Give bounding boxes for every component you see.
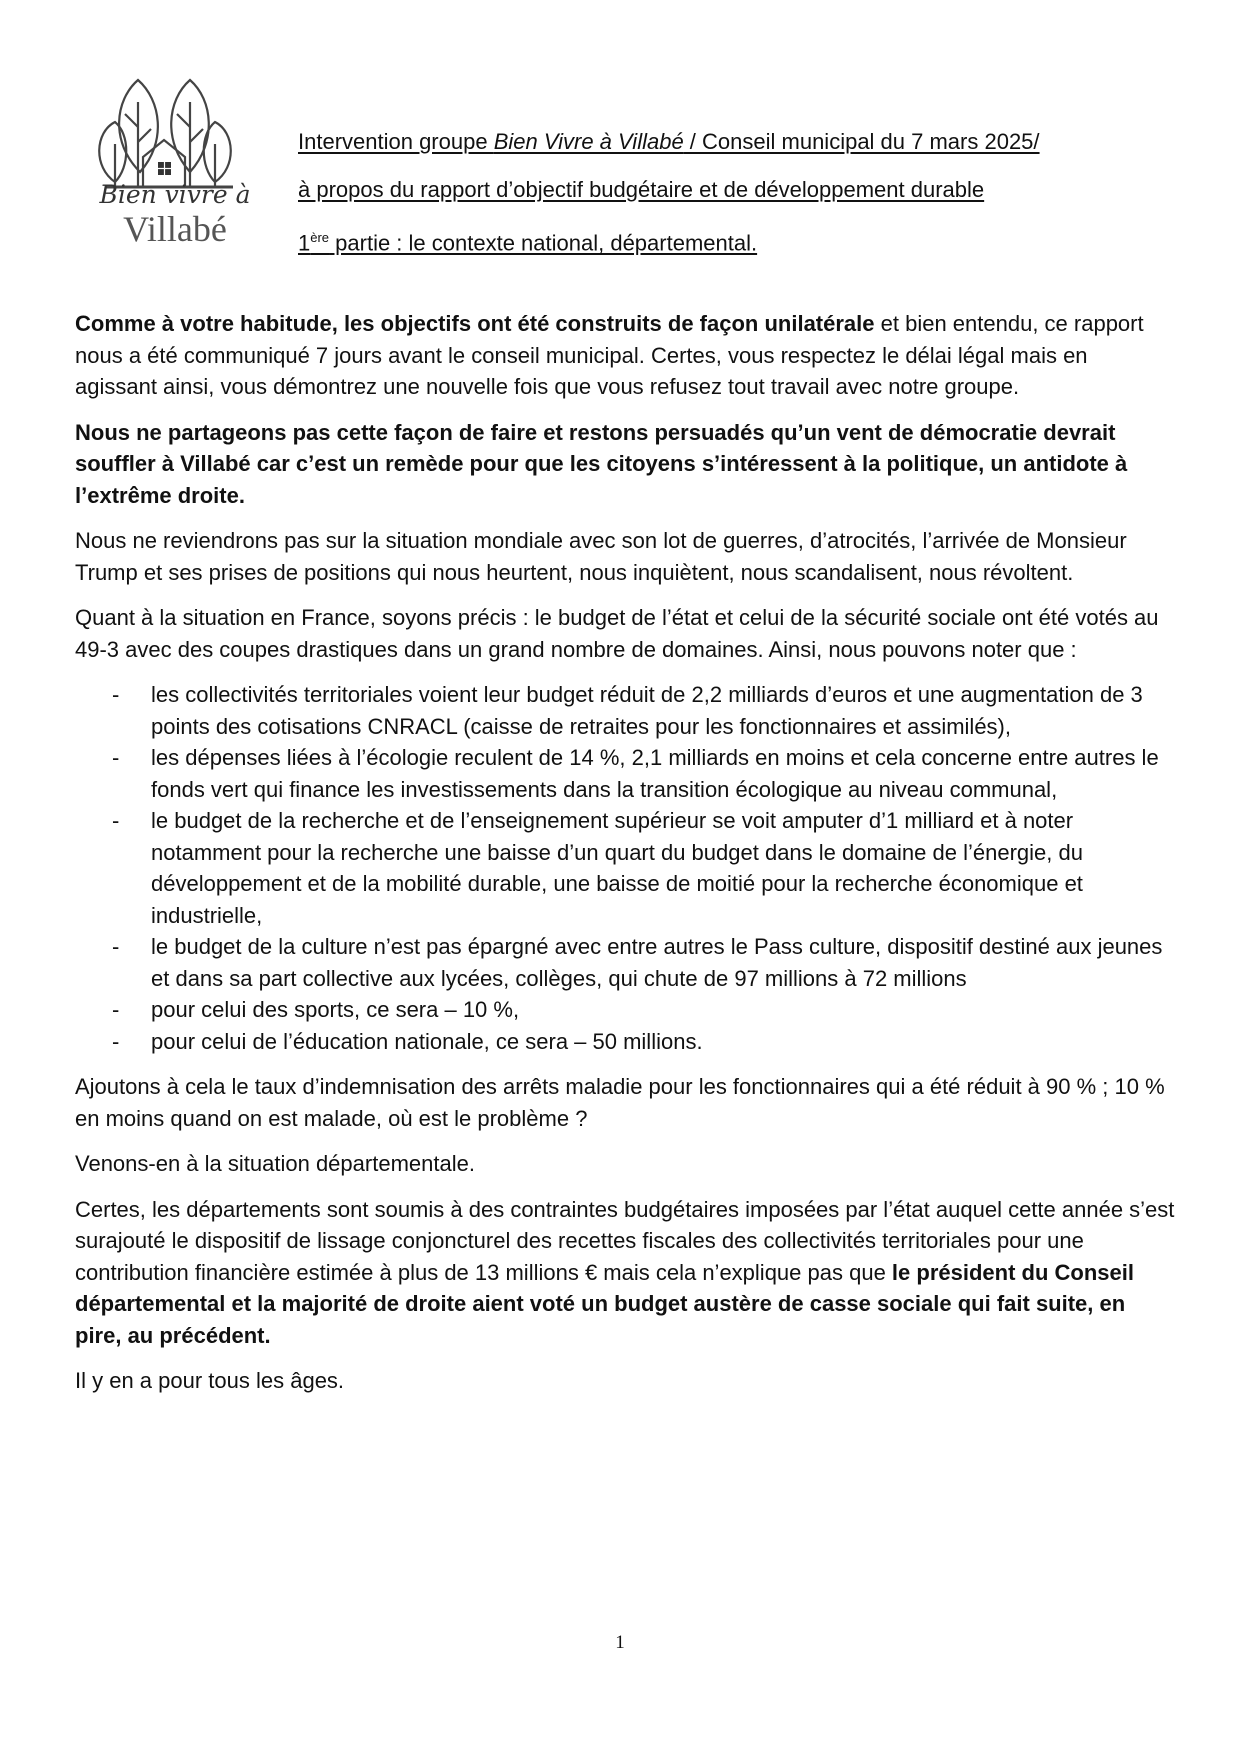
header-line-2: à propos du rapport d’objectif budgétaire et de développement durable: [298, 177, 985, 202]
paragraph-8: Il y en a pour tous les âges.: [75, 1368, 345, 1393]
ordinal-suffix: ère: [310, 230, 330, 245]
paragraph-1-text: et bien entendu, ce rapport nous a été communiqué 7 jours avant le conseil municipal. Certes, vous respectez le délai légal mais en agissant ainsi, vous démontrez une nouvelle fois que vous refusez tout travail avec notre groupe.: [75, 311, 1144, 399]
paragraph-2-bold: Nous ne partageons pas cette façon de faire et restons persuadés qu’un vent de démocratie devrait souffler à Villabé car c’est un remède pour que les citoyens s’intéressent à la politique, un antidote à l’extrême droite.: [75, 419, 1128, 508]
list-item-text: le budget de la culture n’est pas épargné avec entre autres le Pass culture, dispositif destiné aux jeunes et dans sa part collective aux lycées, collèges, qui chute de 97 millions à 72 millions: [151, 934, 1163, 991]
cuts-list: [75, 679, 1175, 1057]
list-item: [75, 931, 1175, 994]
list-item-text: pour celui de l’éducation nationale, ce sera – 50 millions.: [151, 1028, 703, 1054]
dash-bullet: -: [112, 745, 120, 770]
header-subtitle: partie : le contexte national, départemental.: [329, 230, 758, 256]
paragraph-6: Venons-en à la situation départementale.: [75, 1151, 475, 1176]
logo-name-text: Villabé: [123, 209, 227, 249]
logo-script-text: Bien vivre à: [99, 180, 251, 209]
header-line-3: [298, 214, 1178, 267]
list-item: [75, 805, 1175, 931]
paragraph-7: [75, 1194, 1175, 1352]
dash-bullet: -: [112, 997, 120, 1022]
list-item: [75, 994, 1175, 1026]
paragraph-5: Ajoutons à cela le taux d’indemnisation des arrêts maladie pour les fonctionnaires qui a été réduit à 90 % ; 10 % en moins quand on est malade, où est le problème ?: [75, 1074, 1165, 1131]
list-item: [75, 679, 1175, 742]
list-item-text: les dépenses liées à l’écologie reculent de 14 %, 2,1 milliards en moins et cela concerne entre autres le fonds vert qui finance les investissements dans la transition écologique au niveau communal,: [151, 745, 1159, 802]
list-item-text: pour celui des sports, ce sera – 10 %,: [151, 997, 520, 1022]
paragraph-2: [75, 417, 1175, 512]
dash-bullet: -: [112, 1028, 120, 1054]
dash-bullet: -: [112, 682, 120, 707]
ordinal: 1: [298, 230, 311, 256]
paragraph-4: Quant à la situation en France, soyons précis : le budget de l’état et celui de la sécurité sociale ont été votés au 49-3 avec des coupes drastiques dans un grand nombre de domaines. Ainsi, nous pouvons noter que :: [75, 605, 1159, 662]
document-body: [75, 308, 1175, 1411]
header-suffix: / Conseil municipal du 7 mars 2025/: [683, 129, 1040, 154]
header-line-1: [298, 118, 1178, 166]
logo: [75, 72, 275, 252]
list-item-text: les collectivités territoriales voient leur budget réduit de 2,2 milliards d’euros et une augmentation de 3 points des cotisations CNRACL (caisse de retraites pour les fonctionnaires et assimilés),: [151, 682, 1143, 739]
paragraph-7-text: Certes, les départements sont soumis à des contraintes budgétaires imposées par l’état auquel cette année s’est surajouté le dispositif de lissage conjoncturel des recettes fiscales des collectivités territoriales pour une contribution financière estimée à plus de 13 millions € mais cela n’explique pas que: [75, 1196, 1175, 1285]
list-item: [75, 1026, 1175, 1058]
paragraph-3: Nous ne reviendrons pas sur la situation mondiale avec son lot de guerres, d’atrocités, l’arrivée de Monsieur Trump et ses prises de positions qui nous heurtent, nous inquiètent, nous scandalisent, nous révoltent.: [75, 528, 1127, 585]
list-item-text: le budget de la recherche et de l’enseignement supérieur se voit amputer d’1 milliard et à noter notamment pour la recherche une baisse d’un quart du budget dans le domaine de l’énergie, du développement et de la mobilité durable, une baisse de moitié pour la recherche économique et industrielle,: [151, 808, 1083, 928]
page-number: 1: [615, 1632, 625, 1653]
dash-bullet: -: [112, 808, 120, 833]
document-header: [298, 118, 1178, 267]
paragraph-1-bold: Comme à votre habitude, les objectifs ont été construits de façon unilatérale: [75, 311, 875, 336]
dash-bullet: -: [112, 934, 120, 959]
paragraph-7-bold: le président du Conseil départemental et la majorité de droite aient voté un budget austère de casse sociale qui fait suite, en pire, au précédent.: [75, 1259, 1134, 1348]
paragraph-1: [75, 308, 1175, 403]
header-prefix: Intervention groupe: [298, 129, 494, 154]
list-item: [75, 742, 1175, 805]
group-name: Bien Vivre à Villabé: [493, 129, 684, 154]
